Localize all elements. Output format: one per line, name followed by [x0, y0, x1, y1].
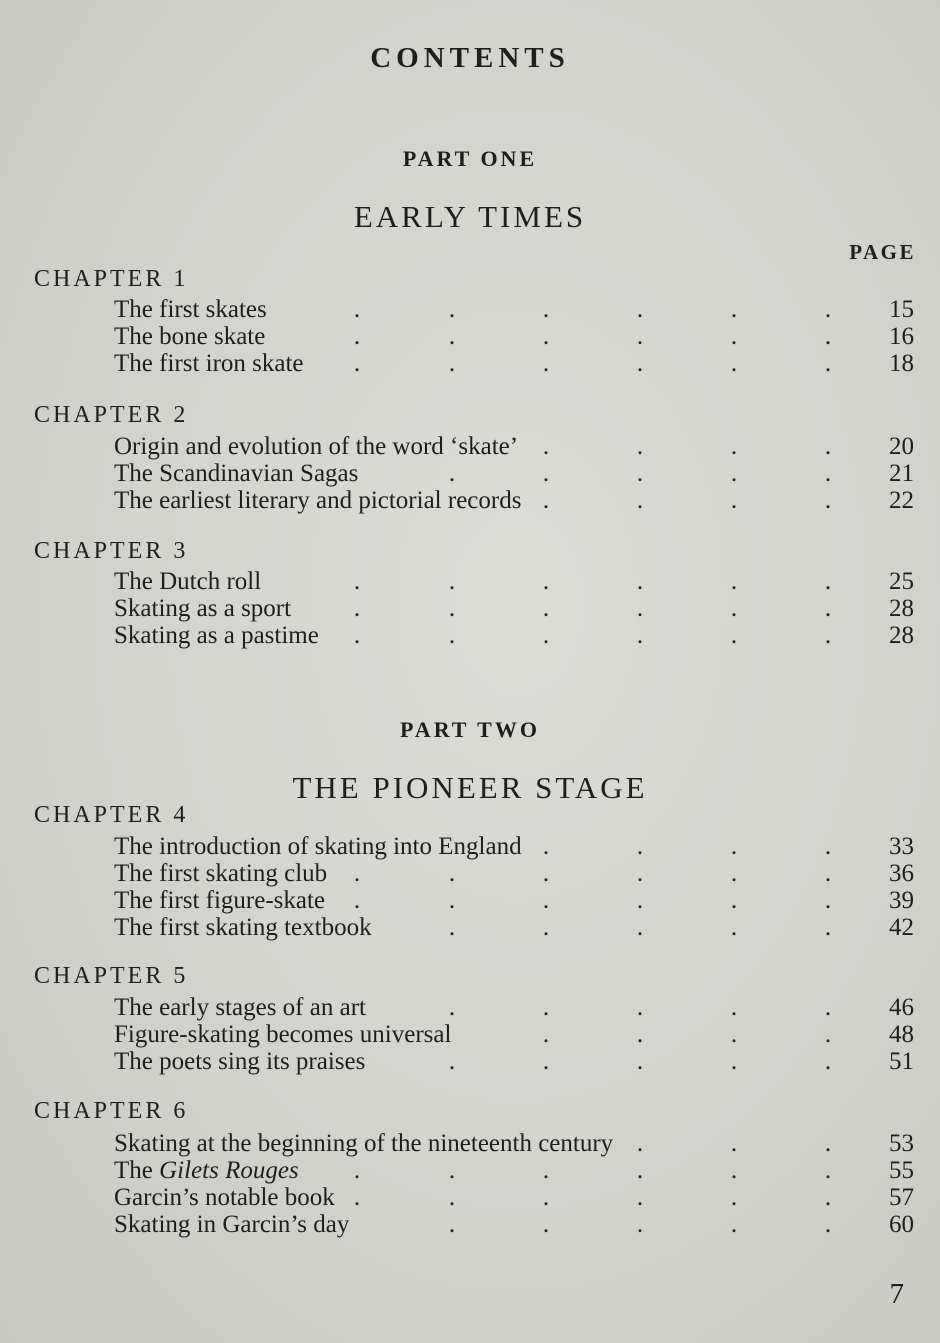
leader-dot: .	[353, 595, 361, 622]
leader-dot: .	[636, 1184, 644, 1211]
toc-entry-title-prefix: The	[114, 1157, 160, 1184]
leader-dot: .	[448, 994, 456, 1021]
leader-dot: .	[730, 487, 738, 514]
leader-dot: .	[448, 1157, 456, 1184]
toc-entry	[114, 595, 914, 622]
leader-dot: .	[730, 833, 738, 860]
leader-dot: .	[542, 622, 550, 649]
leader-dot: .	[636, 914, 644, 941]
leader-dot: .	[542, 887, 550, 914]
leader-dot: .	[824, 350, 832, 377]
toc-entry-title: Origin and evolution of the word ‘skate’	[114, 433, 519, 460]
leader-dot: .	[824, 595, 832, 622]
leader-dot: .	[636, 1048, 644, 1075]
toc-entry	[114, 887, 914, 914]
leader-dot: .	[636, 296, 644, 323]
leader-dot: .	[824, 1184, 832, 1211]
toc-entry-page: 42	[889, 914, 914, 941]
toc-entry-page: 20	[889, 433, 914, 460]
leader-dot: .	[824, 296, 832, 323]
toc-entry-title: The early stages of an art	[114, 994, 366, 1021]
part-one-label: PART ONE	[402, 146, 538, 171]
leader-dot: .	[636, 833, 644, 860]
leader-dot: .	[824, 1021, 832, 1048]
leader-dot: .	[542, 350, 550, 377]
chapter-4-heading: CHAPTER 4	[34, 802, 189, 828]
toc-entry-page: 15	[889, 296, 914, 323]
leader-dot: .	[636, 323, 644, 350]
chapter-5-heading: CHAPTER 5	[34, 963, 189, 989]
leader-dot: .	[353, 323, 361, 350]
leader-dot: .	[448, 1211, 456, 1238]
toc-entry-title: Skating in Garcin’s day	[114, 1211, 350, 1238]
part-two-label: PART TWO	[400, 717, 540, 742]
leader-dot: .	[448, 323, 456, 350]
leader-dot: .	[730, 1157, 738, 1184]
leader-dot: .	[353, 350, 361, 377]
leader-dot: .	[824, 1048, 832, 1075]
toc-entry	[114, 860, 914, 887]
page-column-label: PAGE	[849, 240, 916, 264]
toc-entry-title: The earliest literary and pictorial records	[114, 487, 522, 514]
page-number: 7	[889, 1278, 904, 1310]
leader-dot: .	[542, 1211, 550, 1238]
leader-dot: .	[542, 487, 550, 514]
leader-dot: .	[824, 860, 832, 887]
contents-title: CONTENTS	[370, 42, 570, 74]
leader-dot: .	[636, 622, 644, 649]
toc-entry	[114, 350, 914, 377]
toc-entry	[114, 833, 914, 860]
leader-dot: .	[448, 350, 456, 377]
leader-dot: .	[824, 914, 832, 941]
leader-dot: .	[353, 1184, 361, 1211]
leader-dot: .	[542, 1184, 550, 1211]
leader-dot: .	[636, 1157, 644, 1184]
leader-dot: .	[824, 887, 832, 914]
leader-dot: .	[636, 433, 644, 460]
leader-dot: .	[824, 1157, 832, 1184]
toc-entry-page: 16	[889, 323, 914, 350]
toc-entry-title: The first skating club	[114, 860, 328, 887]
leader-dot: .	[730, 1130, 738, 1157]
toc-entry-title: The Dutch roll	[114, 568, 262, 595]
toc-entry-title: The poets sing its praises	[114, 1048, 366, 1075]
toc-entry-page: 51	[889, 1048, 914, 1075]
leader-dot: .	[730, 350, 738, 377]
toc-entry	[114, 1048, 914, 1075]
toc-entry-title: The Scandinavian Sagas	[114, 460, 359, 487]
toc-entry	[114, 1130, 914, 1157]
leader-dot: .	[636, 1130, 644, 1157]
leader-dot: .	[730, 296, 738, 323]
leader-dot: .	[542, 1157, 550, 1184]
leader-dot: .	[542, 460, 550, 487]
leader-dot: .	[542, 914, 550, 941]
toc-entry-page: 53	[889, 1130, 914, 1157]
toc-entry-page: 55	[889, 1157, 914, 1184]
leader-dot: .	[542, 323, 550, 350]
toc-entry	[114, 1021, 914, 1048]
leader-dot: .	[636, 595, 644, 622]
toc-entry	[114, 568, 914, 595]
toc-entry	[114, 323, 914, 350]
leader-dot: .	[824, 622, 832, 649]
toc-entry-page: 33	[889, 833, 914, 860]
leader-dot: .	[730, 1184, 738, 1211]
chapter-1-heading: CHAPTER 1	[34, 266, 189, 292]
leader-dot: .	[824, 433, 832, 460]
toc-entry-page: 22	[889, 487, 914, 514]
toc-entry-page: 60	[889, 1211, 914, 1238]
leader-dot: .	[730, 323, 738, 350]
toc-entry-page: 46	[889, 994, 914, 1021]
leader-dot: .	[542, 1021, 550, 1048]
leader-dot: .	[542, 568, 550, 595]
leader-dot: .	[448, 595, 456, 622]
chapter-2-heading: CHAPTER 2	[34, 402, 189, 428]
leader-dot: .	[448, 1184, 456, 1211]
leader-dot: .	[824, 833, 832, 860]
toc-entry-page: 28	[889, 622, 914, 649]
leader-dot: .	[353, 296, 361, 323]
leader-dot: .	[448, 622, 456, 649]
chapter-6-heading: CHAPTER 6	[34, 1098, 189, 1124]
leader-dot: .	[824, 1211, 832, 1238]
toc-entry-title: The first iron skate	[114, 350, 304, 377]
leader-dot: .	[730, 914, 738, 941]
leader-dot: .	[353, 622, 361, 649]
leader-dot: .	[730, 887, 738, 914]
leader-dot: .	[636, 487, 644, 514]
leader-dot: .	[730, 860, 738, 887]
leader-dot: .	[353, 887, 361, 914]
leader-dot: .	[636, 1021, 644, 1048]
toc-entry-page: 48	[889, 1021, 914, 1048]
leader-dot: .	[636, 460, 644, 487]
toc-entry	[114, 1157, 914, 1184]
toc-entry-page: 36	[889, 860, 914, 887]
toc-entry-page: 21	[889, 460, 914, 487]
toc-entry-page: 57	[889, 1184, 914, 1211]
toc-entry-title: Skating as a pastime	[114, 622, 319, 649]
part-one-title: EARLY TIMES	[353, 199, 587, 234]
leader-dot: .	[730, 568, 738, 595]
toc-entry-title: The introduction of skating into England	[114, 833, 522, 860]
toc-entry	[114, 1184, 914, 1211]
leader-dot: .	[730, 433, 738, 460]
toc-entry-title: The first figure-skate	[114, 887, 326, 914]
leader-dot: .	[636, 860, 644, 887]
leader-dot: .	[542, 296, 550, 323]
leader-dot: .	[730, 595, 738, 622]
toc-entry	[114, 994, 914, 1021]
leader-dot: .	[824, 568, 832, 595]
leader-dot: .	[730, 1048, 738, 1075]
toc-entry-title	[114, 1157, 299, 1184]
leader-dot: .	[448, 1048, 456, 1075]
leader-dot: .	[448, 914, 456, 941]
leader-dot: .	[730, 622, 738, 649]
leader-dot: .	[824, 460, 832, 487]
leader-dot: .	[448, 460, 456, 487]
toc-entry-page: 39	[889, 887, 914, 914]
part-two-title: THE PIONEER STAGE	[292, 770, 648, 805]
leader-dot: .	[636, 1211, 644, 1238]
leader-dot: .	[824, 994, 832, 1021]
leader-dot: .	[448, 296, 456, 323]
toc-entry-title: Skating as a sport	[114, 595, 292, 622]
leader-dot: .	[636, 350, 644, 377]
toc-entry	[114, 433, 914, 460]
leader-dot: .	[353, 860, 361, 887]
toc-entry	[114, 914, 914, 941]
leader-dot: .	[542, 433, 550, 460]
leader-dot: .	[542, 595, 550, 622]
toc-entry	[114, 296, 914, 323]
leader-dot: .	[730, 460, 738, 487]
leader-dot: .	[730, 1211, 738, 1238]
leader-dot: .	[636, 887, 644, 914]
toc-entry	[114, 622, 914, 649]
leader-dot: .	[448, 860, 456, 887]
leader-dot: .	[636, 994, 644, 1021]
leader-dot: .	[636, 568, 644, 595]
leader-dot: .	[542, 1048, 550, 1075]
leader-dot: .	[542, 860, 550, 887]
toc-entry	[114, 460, 914, 487]
toc-entry-title: The first skates	[114, 296, 267, 323]
leader-dot: .	[824, 323, 832, 350]
leader-dot: .	[824, 487, 832, 514]
leader-dot: .	[542, 833, 550, 860]
leader-dot: .	[448, 887, 456, 914]
toc-entry-title: Garcin’s notable book	[114, 1184, 335, 1211]
leader-dot: .	[730, 994, 738, 1021]
toc-entry-page: 18	[889, 350, 914, 377]
leader-dot: .	[353, 1157, 361, 1184]
toc-entry-title: The bone skate	[114, 323, 266, 350]
leader-dot: .	[353, 568, 361, 595]
leader-dot: .	[448, 568, 456, 595]
chapter-3-heading: CHAPTER 3	[34, 538, 189, 564]
leader-dot: .	[542, 994, 550, 1021]
toc-entry-title: The first skating textbook	[114, 914, 372, 941]
toc-entry-page: 28	[889, 595, 914, 622]
toc-entry	[114, 487, 914, 514]
toc-entry-page: 25	[889, 568, 914, 595]
toc-entry-title: Skating at the beginning of the nineteenth century	[114, 1130, 614, 1157]
leader-dot: .	[730, 1021, 738, 1048]
toc-entry	[114, 1211, 914, 1238]
toc-entry-title-italic: Gilets Rouges	[159, 1157, 299, 1184]
leader-dot: .	[824, 1130, 832, 1157]
toc-entry-title: Figure-skating becomes universal	[114, 1021, 452, 1048]
